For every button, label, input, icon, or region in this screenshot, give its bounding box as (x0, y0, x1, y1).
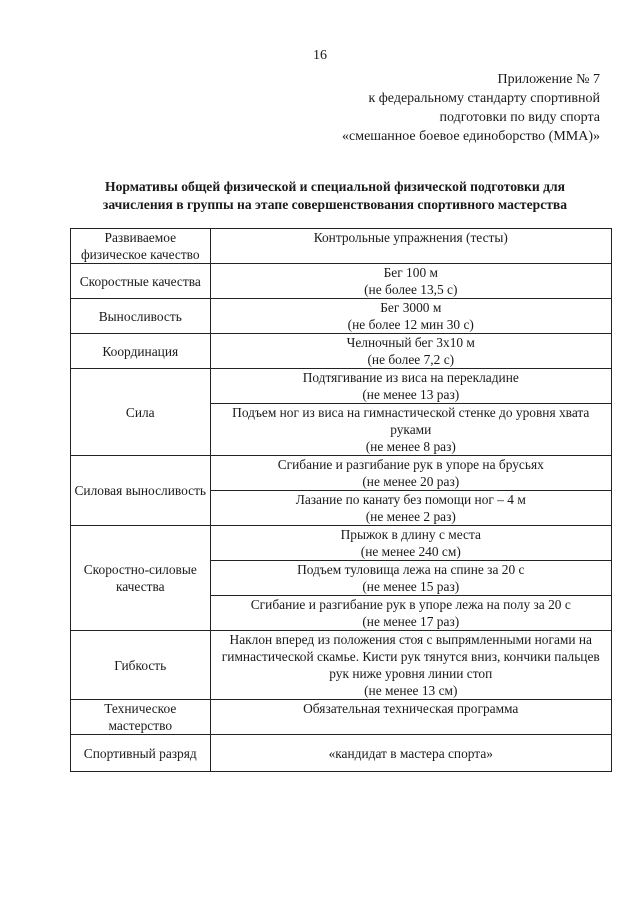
table-row (71, 631, 612, 700)
table-header-row (71, 229, 612, 264)
appendix-block (342, 70, 600, 146)
header-tests: Контрольные упражнения (тесты) (210, 229, 611, 264)
test-name: Сгибание и разгибание рук в упоре лежа на полу за 20 с (250, 597, 571, 612)
title-line: зачисления в группы на этапе совершенствования спортивного мастерства (102, 197, 568, 212)
page-number: 16 (313, 48, 327, 63)
appendix-line: Приложение № 7 (497, 72, 600, 87)
norms-table (70, 228, 612, 772)
test-cell (210, 404, 611, 456)
test-name: Бег 3000 м (380, 300, 442, 315)
document-title (60, 178, 610, 214)
test-cell (210, 299, 611, 334)
test-norm: (не более 7,2 с) (367, 352, 455, 367)
test-cell (210, 631, 611, 700)
test-name: Подъем туловища лежа на спине за 20 с (297, 562, 525, 577)
quality-cell: Скоростно-силовые качества (71, 526, 211, 631)
table-row (71, 700, 612, 735)
test-norm: (не менее 15 раз) (362, 579, 460, 594)
test-cell (210, 526, 611, 561)
header-quality: Развиваемое физическое качество (71, 229, 211, 264)
test-name: Обязательная техническая программа (303, 701, 519, 716)
test-cell (210, 561, 611, 596)
test-name: Подтягивание из виса на перекладине (302, 370, 519, 385)
table-row (71, 456, 612, 491)
test-norm: (не менее 20 раз) (362, 474, 460, 489)
table-row (71, 334, 612, 369)
test-name: Наклон вперед из положения стоя с выпрямленными ногами на гимнастической скамье. Кисти рук тянутся вниз, кончики пальцев рук ниже уровня линии стоп (221, 632, 600, 681)
test-cell (210, 735, 611, 772)
test-norm: (не более 13,5 с) (364, 282, 458, 297)
test-norm: (не менее 240 см) (360, 544, 461, 559)
quality-cell: Скоростные качества (71, 264, 211, 299)
test-name: Лазание по канату без помощи ног – 4 м (295, 492, 526, 507)
test-cell (210, 369, 611, 404)
test-norm: (не более 12 мин 30 с) (347, 317, 474, 332)
test-name: Сгибание и разгибание рук в упоре на брусьях (277, 457, 544, 472)
table-row (71, 735, 612, 772)
test-name: Прыжок в длину с места (340, 527, 481, 542)
test-cell (210, 491, 611, 526)
table-row (71, 526, 612, 561)
appendix-line: подготовки по виду спорта (439, 110, 600, 125)
test-cell (210, 334, 611, 369)
appendix-line: «смешанное боевое единоборство (ММА)» (342, 129, 600, 144)
test-cell (210, 264, 611, 299)
appendix-line: к федеральному стандарту спортивной (368, 91, 600, 106)
test-norm: (не менее 2 раз) (365, 509, 456, 524)
quality-cell: Гибкость (71, 631, 211, 700)
title-line: Нормативы общей физической и специальной физической подготовки для (105, 179, 565, 194)
table-row (71, 299, 612, 334)
test-cell (210, 456, 611, 491)
quality-cell: Силовая выносливость (71, 456, 211, 526)
quality-cell: Сила (71, 369, 211, 456)
test-norm: (не менее 13 см) (364, 683, 458, 698)
test-name: «кандидат в мастера спорта» (328, 745, 493, 761)
quality-cell: Выносливость (71, 299, 211, 334)
table-row (71, 264, 612, 299)
quality-cell: Спортивный разряд (71, 735, 211, 772)
test-cell (210, 700, 611, 735)
test-cell (210, 596, 611, 631)
quality-cell: Координация (71, 334, 211, 369)
test-name: Бег 100 м (383, 265, 438, 280)
test-norm: (не менее 17 раз) (362, 614, 460, 629)
test-norm: (не менее 13 раз) (362, 387, 460, 402)
test-norm: (не менее 8 раз) (365, 439, 456, 454)
test-name: Челночный бег 3х10 м (346, 335, 475, 350)
quality-cell: Техническое мастерство (71, 700, 211, 735)
test-name: Подъем ног из виса на гимнастической стенке до уровня хвата руками (232, 405, 590, 437)
table-row (71, 369, 612, 404)
